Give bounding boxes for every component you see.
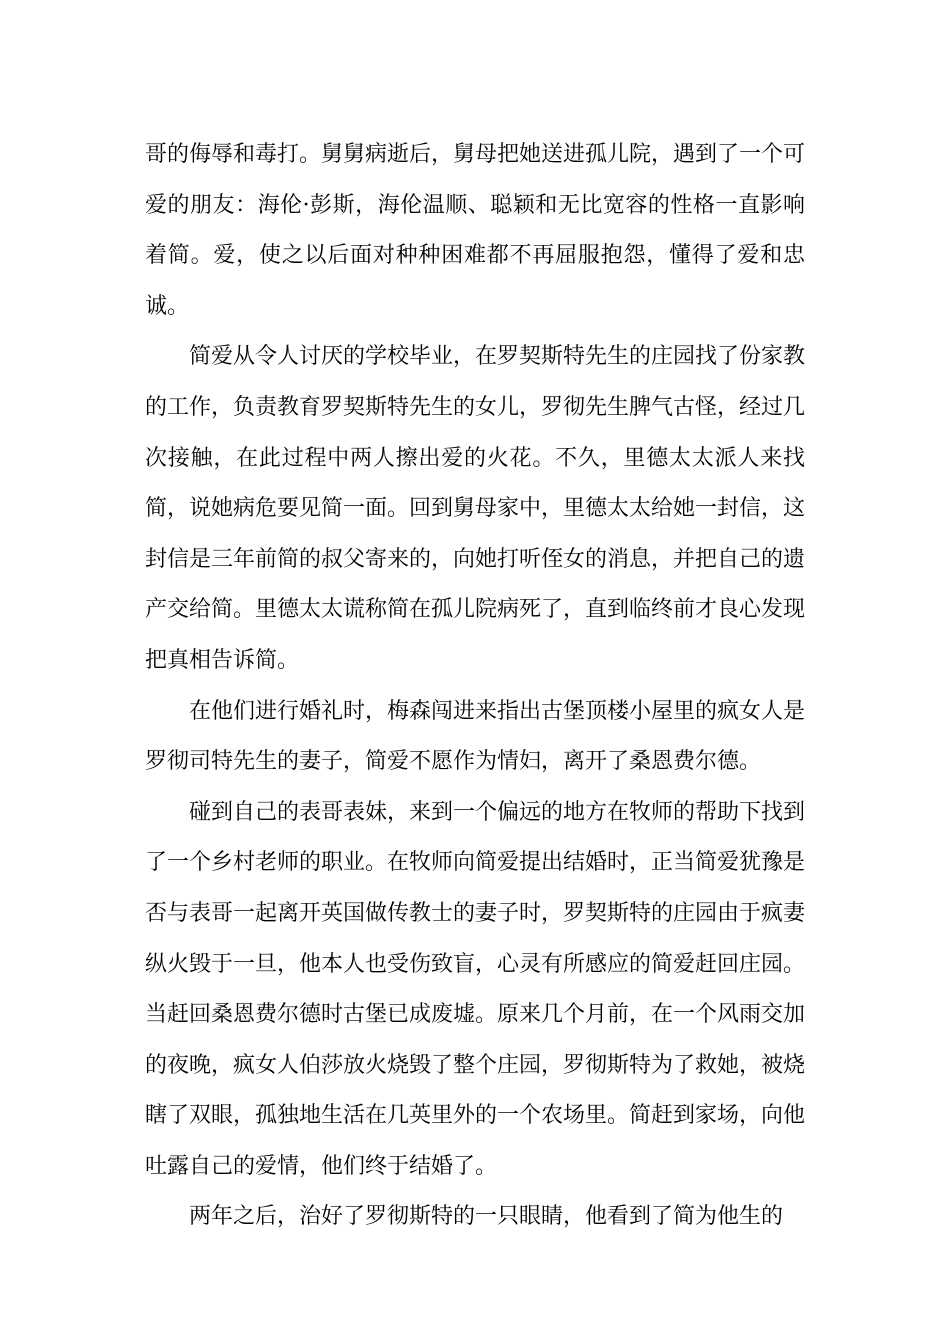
document-page	[145, 130, 805, 1243]
paragraph-3: 在他们进行婚礼时，梅森闯进来指出古堡顶楼小屋里的疯女人是罗彻司特先生的妻子，简爱不愿作为情妇，离开了桑恩费尔德。	[145, 698, 806, 775]
paragraph-1: 哥的侮辱和毒打。舅舅病逝后，舅母把她送进孤儿院，遇到了一个可爱的朋友：海伦·彭斯，海伦温顺、聪颖和无比宽容的性格一直影响着简。爱，使之以后面对种种困难都不再屈服抱怨，懂得了爱和忠诚。	[145, 142, 806, 319]
paragraph-5: 两年之后，治好了罗彻斯特的一只眼睛，他看到了简为他生的	[189, 1204, 784, 1230]
paragraph-4: 碰到自己的表哥表妹，来到一个偏远的地方在牧师的帮助下找到了一个乡村老师的职业。在牧师向简爱提出结婚时，正当简爱犹豫是否与表哥一起离开英国做传教士的妻子时，罗契斯特的庄园由于疯妻纵火毁于一旦，他本人也受伤致盲，心灵有所感应的简爱赶回庄园。当赶回桑恩费尔德时古堡已成废墟。原来几个月前，在一个风雨交加的夜晚，疯女人伯莎放火烧毁了整个庄园，罗彻斯特为了救她，被烧瞎了双眼，孤独地生活在几英里外的一个农场里。简赶到家场，向他吐露自己的爱情，他们终于结婚了。	[145, 799, 806, 1179]
paragraph-2: 简爱从令人讨厌的学校毕业，在罗契斯特先生的庄园找了份家教的工作，负责教育罗契斯特先生的女儿，罗彻先生脾气古怪，经过几次接触，在此过程中两人擦出爱的火花。不久，里德太太派人来找简，说她病危要见简一面。回到舅母家中，里德太太给她一封信，这封信是三年前简的叔父寄来的，向她打听侄女的消息，并把自己的遗产交给简。里德太太谎称简在孤儿院病死了，直到临终前才良心发现把真相告诉简。	[145, 344, 806, 673]
